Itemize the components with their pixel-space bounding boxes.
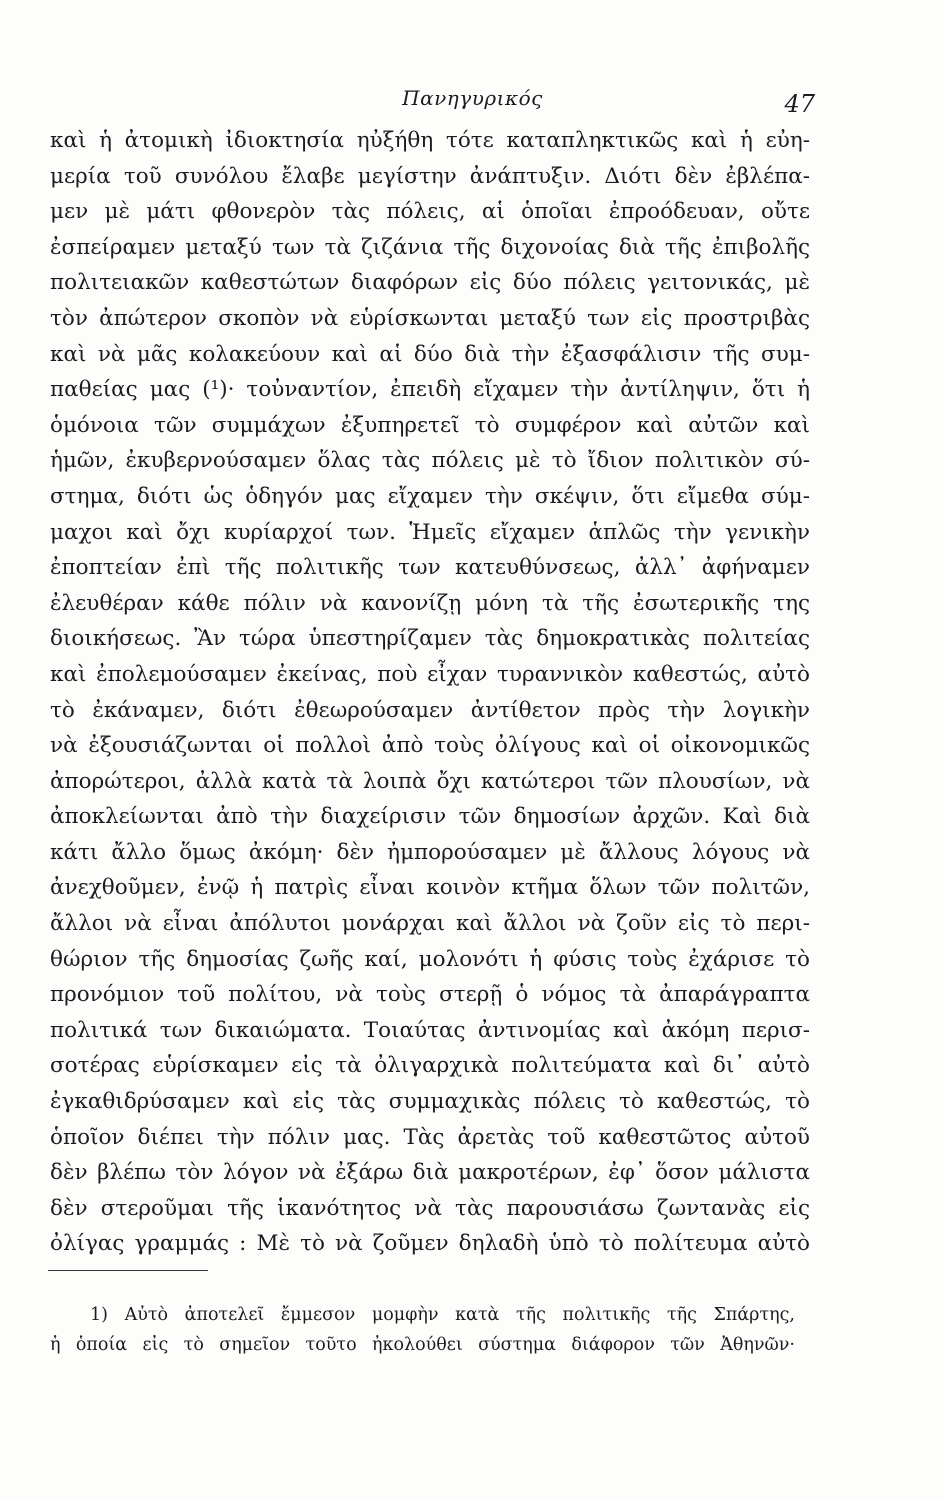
running-title: Πανηγυρικός: [402, 86, 543, 110]
text-line: ἐγκαθιδρύσαμεν καὶ εἰς τὰς συμμαχικὰς πόλεις τὸ καθεστώς, τὸ: [50, 1089, 810, 1115]
footnote-separator: [48, 1270, 208, 1271]
text-line: ἐλευθέραν κάθε πόλιν νὰ κανονίζῃ μόνη τὰ τῆς ἐσωτερικῆς της: [50, 590, 810, 616]
footnote-line: 1) Αὐτὸ ἀποτελεῖ ἔμμεσον μομφὴν κατὰ τῆς πολιτικῆς τῆς Σπάρτης,: [90, 1305, 795, 1325]
text-line: ὁμόνοια τῶν συμμάχων ἐξυπηρετεῖ τὸ συμφέρον καὶ αὐτῶν καὶ: [50, 412, 810, 438]
text-line: ἀνεχθοῦμεν, ἐνῷ ἡ πατρὶς εἶναι κοινὸν κτῆμα ὅλων τῶν πολιτῶν,: [50, 875, 810, 901]
text-line: ἐσπείραμεν μεταξύ των τὰ ζιζάνια τῆς διχονοίας διὰ τῆς ἐπιβολῆς: [50, 234, 810, 260]
text-line: διοικήσεως. Ἂν τώρα ὑπεστηρίζαμεν τὰς δημοκρατικὰς πολιτείας: [50, 626, 810, 652]
text-line: πολιτειακῶν καθεστώτων διαφόρων εἰς δύο πόλεις γειτονικάς, μὲ: [50, 270, 810, 296]
text-line: προνόμιον τοῦ πολίτου, νὰ τοὺς στερῇ ὁ νόμος τὰ ἀπαράγραπτα: [50, 982, 810, 1008]
text-line: πολιτικά των δικαιώματα. Τοιαύτας ἀντινομίας καὶ ἀκόμη περισ-: [50, 1017, 810, 1043]
text-line: παθείας μας (¹)· τοὐναντίον, ἐπειδὴ εἴχαμεν τὴν ἀντίληψιν, ὅτι ἡ: [50, 377, 810, 403]
text-line: τὸ ἐκάναμεν, διότι ἐθεωρούσαμεν ἀντίθετον πρὸς τὴν λογικὴν: [50, 697, 810, 723]
page-number: 47: [784, 90, 815, 118]
text-line: καὶ ἡ ἀτομικὴ ἰδιοκτησία ηὐξήθη τότε καταπληκτικῶς καὶ ἡ εὐη-: [50, 128, 810, 153]
text-line: καὶ ἐπολεμούσαμεν ἐκείνας, ποὺ εἶχαν τυραννικὸν καθεστώς, αὐτὸ: [50, 661, 810, 687]
text-line: τὸν ἀπώτερον σκοπὸν νὰ εὑρίσκωνται μεταξύ των εἰς προστριβὰς: [50, 305, 810, 331]
text-line: ἀπορώτεροι, ἀλλὰ κατὰ τὰ λοιπὰ ὄχι κατώτεροι τῶν πλουσίων, νὰ: [50, 768, 810, 794]
text-line: νὰ ἐξουσιάζωνται οἱ πολλοὶ ἀπὸ τοὺς ὀλίγους καὶ οἱ οἰκονομικῶς: [50, 733, 810, 759]
text-line: ἄλλοι νὰ εἶναι ἀπόλυτοι μονάρχαι καὶ ἄλλοι νὰ ζοῦν εἰς τὸ περι-: [50, 911, 810, 937]
footnotes: [50, 1300, 795, 1360]
text-line: ὁποῖον διέπει τὴν πόλιν μας. Τὰς ἀρετὰς τοῦ καθεστῶτος αὐτοῦ: [50, 1124, 810, 1150]
text-line: ὀλίγας γραμμάς : Μὲ τὸ νὰ ζοῦμεν δηλαδὴ ὑπὸ τὸ πολίτευμα αὐτὸ: [50, 1231, 810, 1257]
text-line: στημα, διότι ὡς ὁδηγόν μας εἴχαμεν τὴν σκέψιν, ὅτι εἴμεθα σύμ-: [50, 483, 810, 509]
text-line: καὶ νὰ μᾶς κολακεύουν καὶ αἱ δύο διὰ τὴν ἐξασφάλισιν τῆς συμ-: [50, 341, 810, 367]
text-line: σοτέρας εὑρίσκαμεν εἰς τὰ ὀλιγαρχικὰ πολιτεύματα καὶ δι᾽ αὐτὸ: [50, 1053, 810, 1079]
text-line: μαχοι καὶ ὄχι κυρίαρχοί των. Ἡμεῖς εἴχαμεν ἁπλῶς τὴν γενικὴν: [50, 519, 810, 545]
text-line: θώριον τῆς δημοσίας ζωῆς καί, μολονότι ἡ φύσις τοὺς ἐχάρισε τὸ: [50, 946, 810, 972]
text-line: ἡμῶν, ἐκυβερνούσαμεν ὅλας τὰς πόλεις μὲ τὸ ἴδιον πολιτικὸν σύ-: [50, 448, 810, 474]
text-line: ἐποπτείαν ἐπὶ τῆς πολιτικῆς των κατευθύνσεως, ἀλλ᾽ ἀφήναμεν: [50, 555, 810, 581]
text-line: κάτι ἄλλο ὅμως ἀκόμη· δὲν ἠμπορούσαμεν μὲ ἄλλους λόγους νὰ: [50, 839, 810, 865]
text-line: μερία τοῦ συνόλου ἔλαβε μεγίστην ἀνάπτυξιν. Διότι δὲν ἐβλέπα-: [50, 163, 810, 189]
text-line: ἀποκλείωνται ἀπὸ τὴν διαχείρισιν τῶν δημοσίων ἀρχῶν. Καὶ διὰ: [50, 804, 810, 830]
main-text: [50, 123, 810, 1262]
text-line: μεν μὲ μάτι φθονερὸν τὰς πόλεις, αἱ ὁποῖαι ἐπροόδευαν, οὔτε: [50, 199, 810, 225]
footnote-line: ἡ ὁποία εἰς τὸ σημεῖον τοῦτο ἠκολούθει σύστημα διάφορον τῶν Ἀθηνῶν·: [50, 1335, 795, 1355]
text-line: δὲν στεροῦμαι τῆς ἱκανότητος νὰ τὰς παρουσιάσω ζωντανὰς εἰς: [50, 1195, 810, 1221]
text-line: δὲν βλέπω τὸν λόγον νὰ ἐξάρω διὰ μακροτέρων, ἐφ᾽ ὅσον μάλιστα: [50, 1160, 810, 1186]
